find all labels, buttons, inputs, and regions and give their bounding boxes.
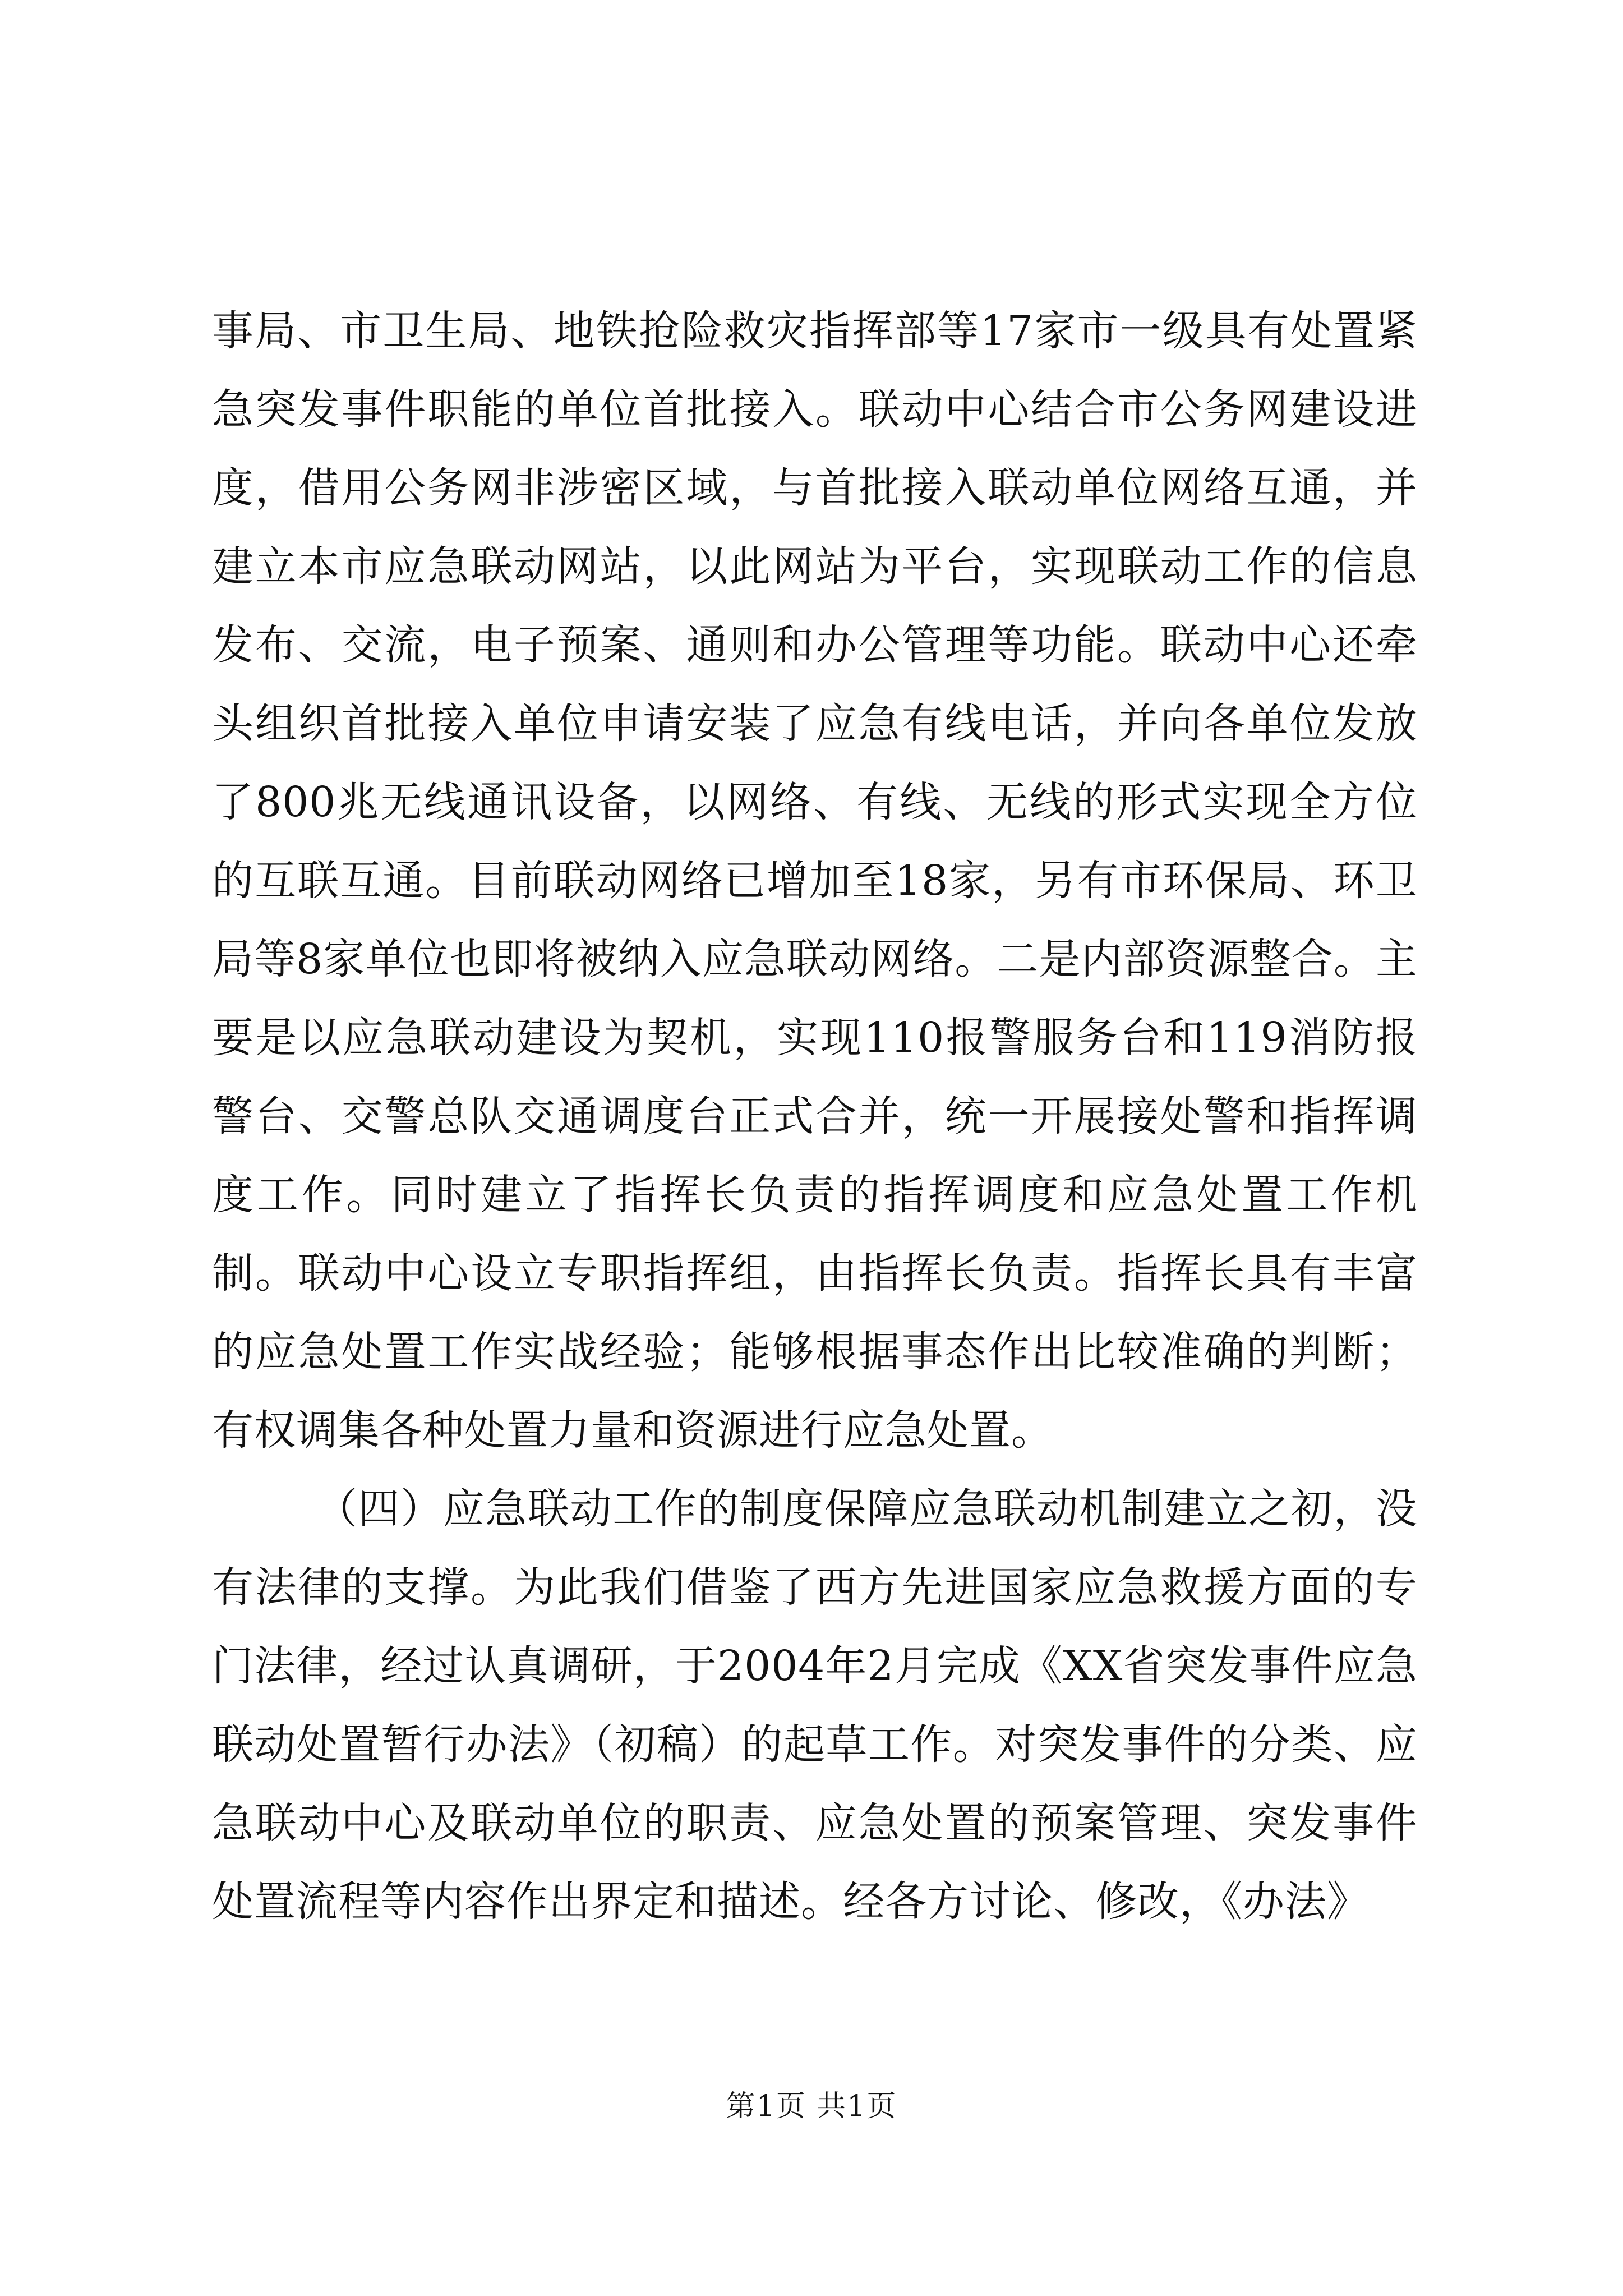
document-body [212, 292, 1418, 1941]
paragraph-2: （四）应急联动工作的制度保障应急联动机制建立之初，没有法律的支撑。为此我们借鉴了西方先进国家应急救援方面的专门法律，经过认真调研，于2004年2月完成《XX省突发事件应急联动处置暂行办法》（初稿）的起草工作。对突发事件的分类、应急联动中心及联动单位的职责、应急处置的预案管理、突发事件处置流程等内容作出界定和描述。经各方讨论、修改，《办法》 [212, 1485, 1418, 1926]
page-footer: 第1页 共1页 [726, 2090, 897, 2123]
paragraph-1: 事局、市卫生局、地铁抢险救灾指挥部等17家市一级具有处置紧急突发事件职能的单位首批接入。联动中心结合市公务网建设进度，借用公务网非涉密区域，与首批接入联动单位网络互通，并建立本市应急联动网站，以此网站为平台，实现联动工作的信息发布、交流，电子预案、通则和办公管理等功能。联动中心还牵头组织首批接入单位申请安装了应急有线电话，并向各单位发放了800兆无线通讯设备，以网络、有线、无线的形式实现全方位的互联互通。目前联动网络已增加至18家，另有市环保局、环卫局等8家单位也即将被纳入应急联动网络。二是内部资源整合。主要是以应急联动建设为契机，实现110报警服务台和119消防报警台、交警总队交通调度台正式合并，统一开展接处警和指挥调度工作。同时建立了指挥长负责的指挥调度和应急处置工作机制。联动中心设立专职指挥组，由指挥长负责。指挥长具有丰富的应急处置工作实战经验；能够根据事态作出比较准确的判断；有权调集各种处置力量和资源进行应急处置。 [212, 307, 1418, 1455]
